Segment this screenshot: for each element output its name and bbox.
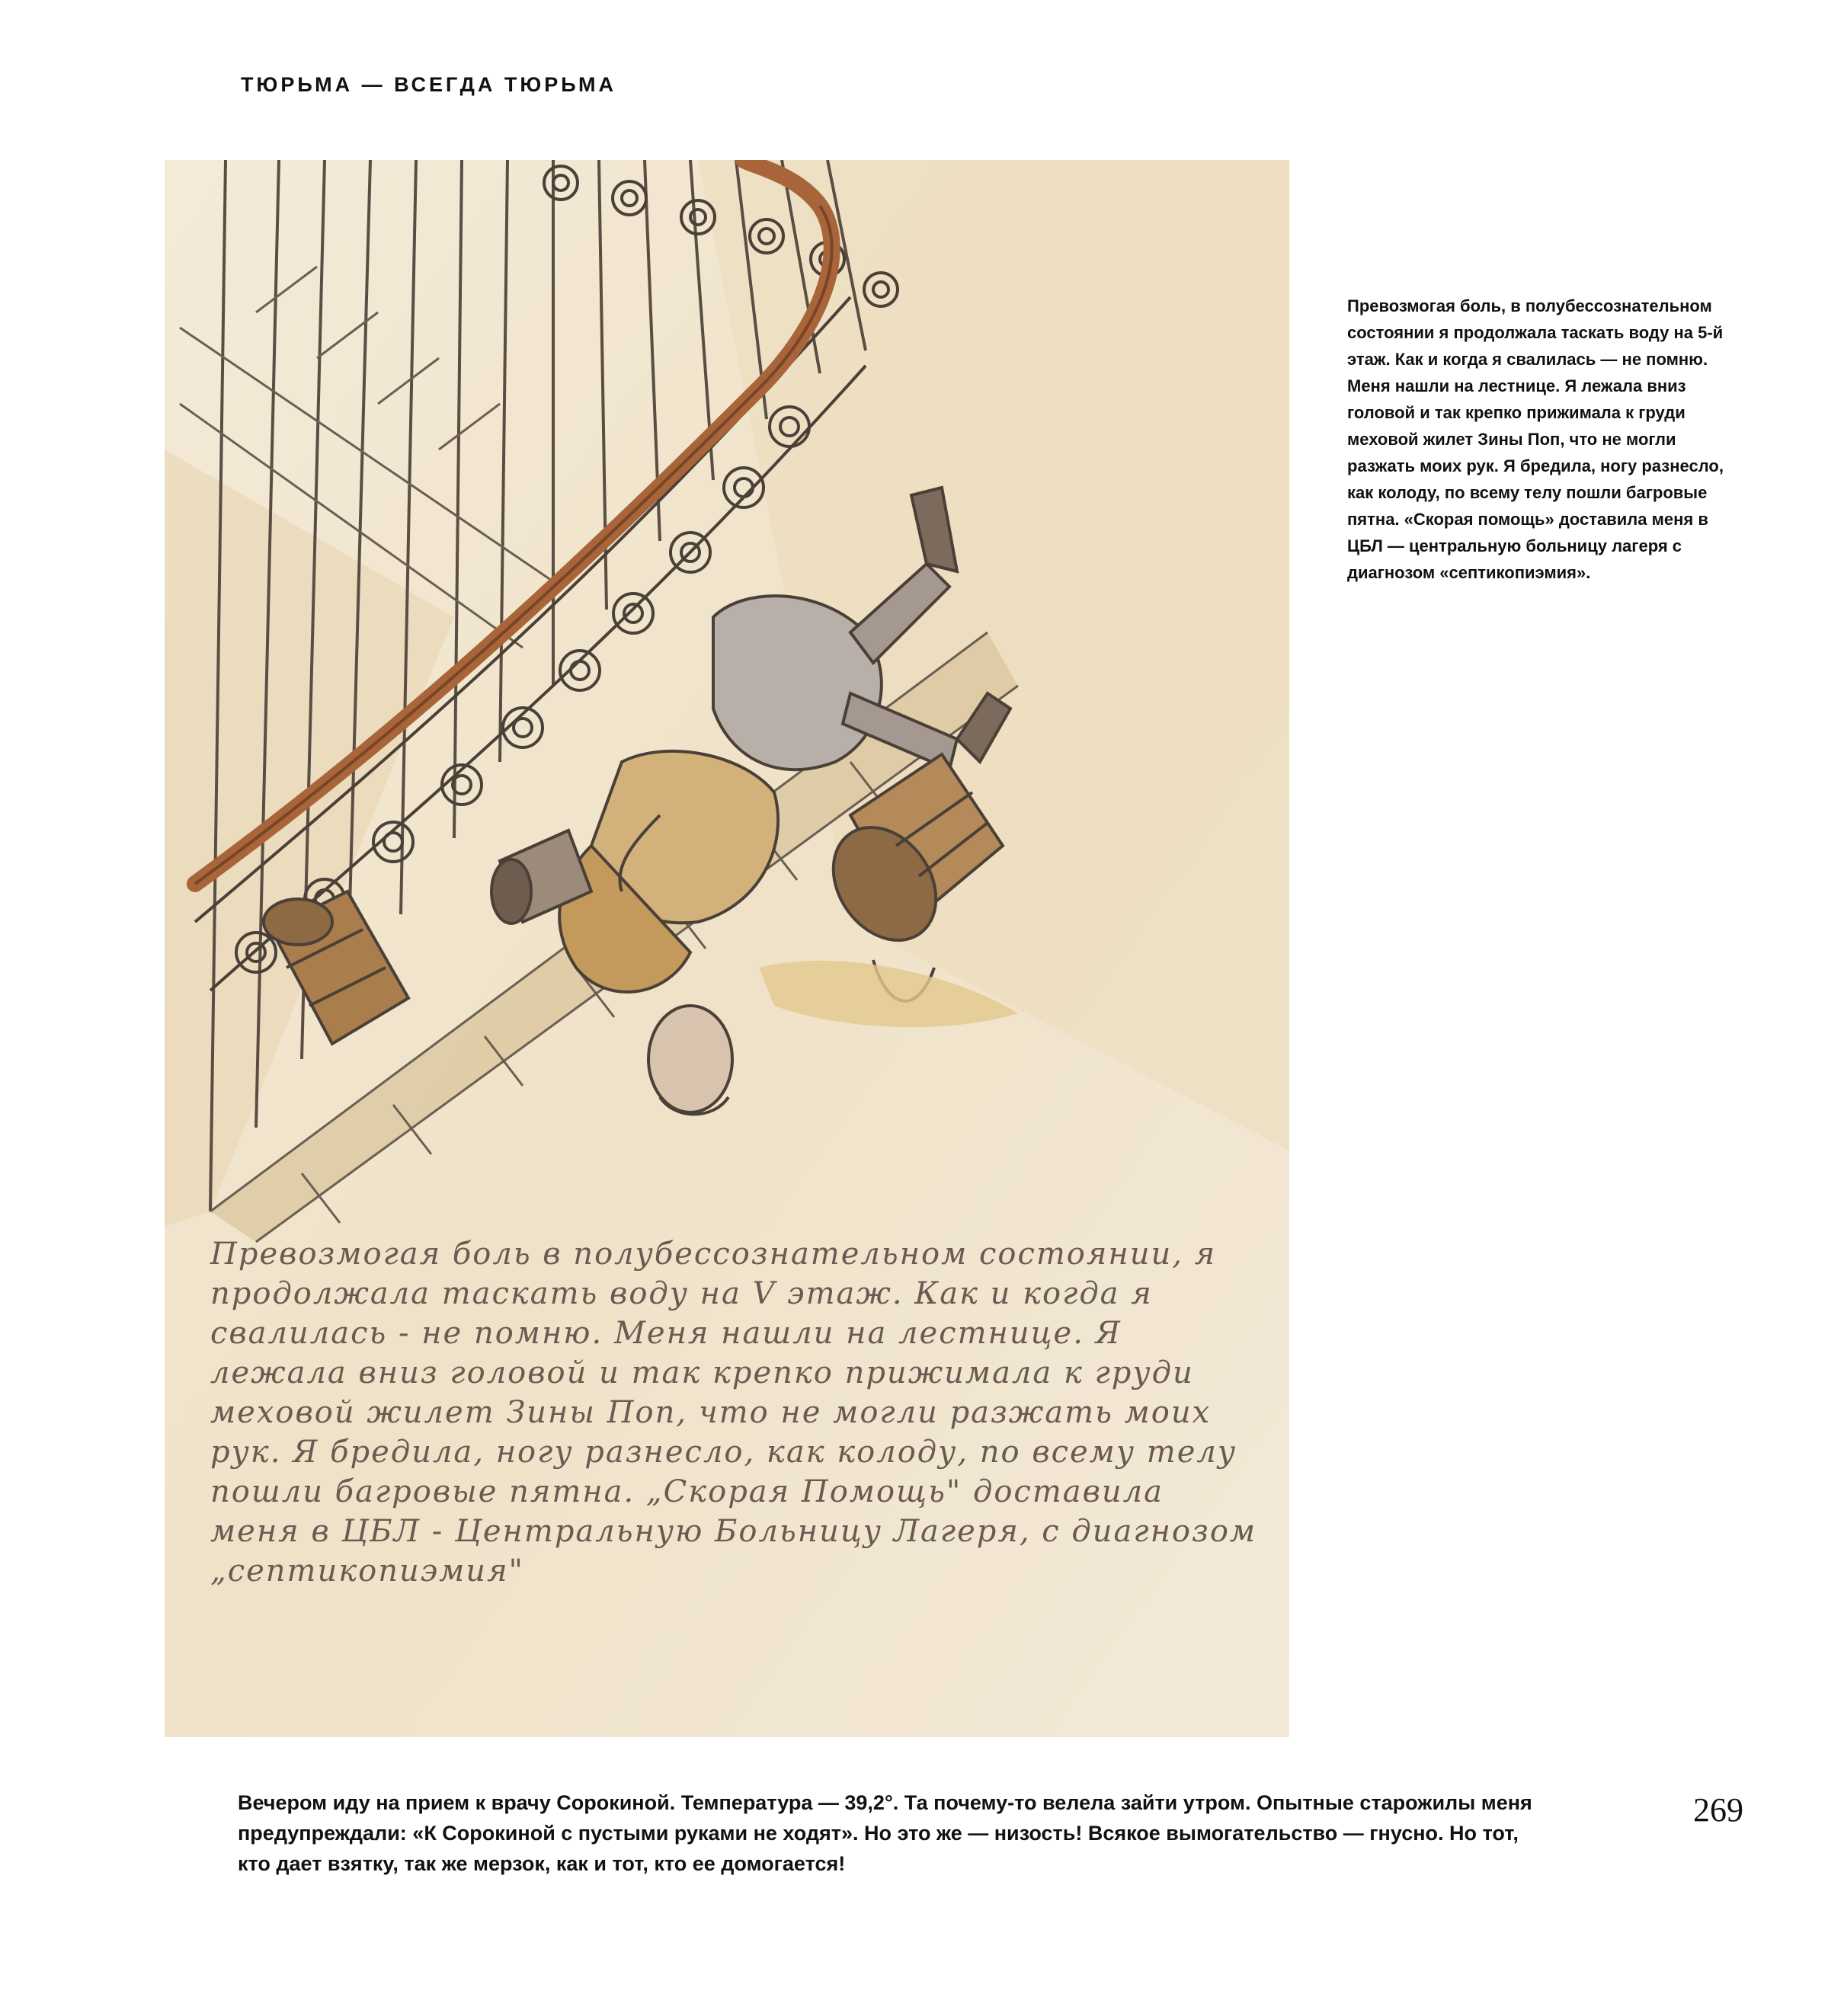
side-note: Превозмогая боль, в полубессознательном состоянии я продолжала таскать воду на 5-й этаж. Как и когда я свалилась — не помню. Меня нашли на лестнице. Я лежала вниз головой и так крепко прижимала к груди меховой жилет Зины Поп, что не могли разжать моих рук. Я бредила, ногу разнесло, как колоду, по всему телу пошли багровые пятна. «Скорая помощь» доставила меня в ЦБЛ — центральную больницу лагеря с диагнозом «септикопиэмия». <box>1347 296 1724 582</box>
handwritten-caption: Превозмогая боль в полубессознательном состоянии, я продолжала таскать воду на V этаж. Как и когда я свалилась - не помню. Меня нашли на лестнице. Я лежала вниз головой и так крепко прижимала к груди меховой жилет Зины Поп, что не могли разжать моих рук. Я бредила, ногу разнесло, как колоду, по всему телу пошли багровые пятна. „Скорая Помощь" доставила меня в ЦБЛ - Центральную Больницу Лагеря, с диагнозом „септикопиэмия" <box>210 1237 1257 1589</box>
bottom-caption: Вечером иду на прием к врачу Сорокиной. Температура — 39,2°. Та почему-то велела зайти утром. Опытные старожилы меня предупреждали: «К Сорокиной с пустыми руками не ходят». Но это же — низость! Всякое вымогательство — гнусно. Но тот, кто дает взятку, так же мерзок, как и тот, кто ее домогается! <box>238 1791 1532 1875</box>
page-number: 269 <box>1693 1791 1743 1829</box>
illustration-drawing <box>165 160 1289 1737</box>
running-head: ТЮРЬМА — ВСЕГДА ТЮРЬМА <box>241 73 616 96</box>
